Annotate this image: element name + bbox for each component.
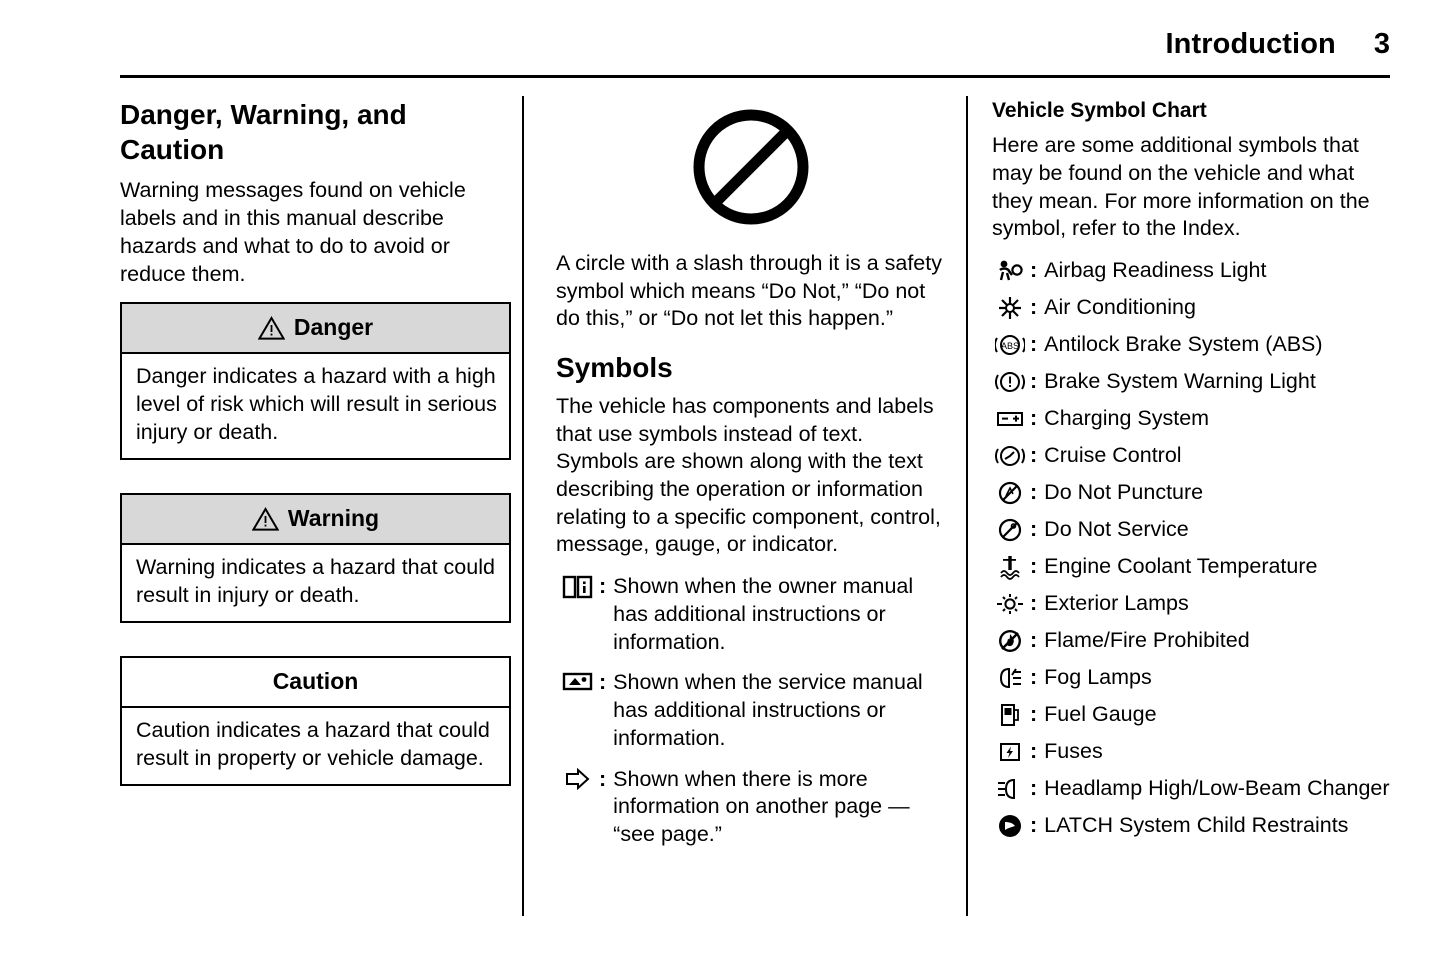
column-one — [120, 98, 515, 819]
page-number: 3 — [1373, 28, 1390, 60]
column-divider-1 — [522, 96, 524, 916]
chart-row — [992, 294, 1392, 322]
air-conditioning-icon — [992, 294, 1028, 322]
chart-separator: : — [1030, 406, 1038, 431]
caution-box-label: Caution — [272, 668, 359, 695]
flame-fire-prohibited-icon — [992, 627, 1028, 655]
column-three — [992, 98, 1392, 849]
circle-slash-description: A circle with a slash through it is a safety symbol which means “Do Not,” “Do not do this,” or “Do not let this happen.” — [556, 251, 942, 331]
cruise-control-icon — [992, 442, 1028, 470]
chart-separator: : — [1030, 702, 1038, 727]
warning-triangle-icon — [258, 316, 285, 340]
chart-row-text: LATCH System Child Restraints — [1044, 813, 1349, 838]
latch-child-restraint-icon — [992, 812, 1028, 840]
symbol-list-item-text: Shown when there is more information on another page — “see page.” — [613, 766, 910, 847]
chart-row — [992, 812, 1392, 840]
symbol-separator: : — [599, 574, 607, 599]
chart-separator: : — [1030, 591, 1038, 616]
fuel-gauge-icon — [992, 701, 1028, 729]
chart-row-text: Charging System — [1044, 406, 1210, 431]
charging-system-icon — [992, 405, 1028, 433]
chart-row — [992, 738, 1392, 766]
symbol-list-item-text: Shown when the owner manual has additional instructions or information. — [613, 574, 914, 654]
warning-triangle-icon — [252, 507, 279, 531]
chart-row-text: Do Not Puncture — [1044, 480, 1204, 505]
engine-coolant-temperature-icon — [992, 553, 1028, 581]
chart-row — [992, 775, 1392, 803]
warning-box-header — [122, 495, 509, 545]
symbol-list-item — [556, 766, 946, 849]
symbol-list-item-text: Shown when the service manual has additional instructions or information. — [613, 670, 923, 750]
headlamp-high-low-beam-icon — [992, 775, 1028, 803]
chart-separator: : — [1030, 776, 1038, 801]
caution-box-body: Caution indicates a hazard that could result in property or vehicle damage. — [136, 718, 490, 770]
chart-row-text: Exterior Lamps — [1044, 591, 1189, 616]
chart-separator: : — [1030, 332, 1038, 357]
circle-slash-icon — [690, 106, 812, 228]
intro-paragraph: Warning messages found on vehicle labels and in this manual describe hazards and what to do to avoid or reduce them. — [120, 178, 466, 286]
chart-row-text: Flame/Fire Prohibited — [1044, 628, 1250, 653]
danger-box-label: Danger — [293, 314, 374, 341]
chart-row-text: Do Not Service — [1044, 517, 1189, 542]
symbol-list-item — [556, 669, 946, 752]
page-title: Introduction — [1165, 28, 1336, 60]
circle-slash-figure — [556, 106, 946, 228]
symbol-list-item — [556, 573, 946, 656]
see-page-arrow-icon — [556, 766, 598, 791]
chart-separator: : — [1030, 480, 1038, 505]
warning-box — [120, 493, 511, 623]
chart-row — [992, 479, 1392, 507]
brake-system-warning-icon — [992, 368, 1028, 396]
fuses-icon — [992, 738, 1028, 766]
symbol-separator: : — [599, 670, 607, 695]
section-heading-symbols: Symbols — [556, 352, 673, 384]
chart-row — [992, 701, 1392, 729]
chart-separator: : — [1030, 554, 1038, 579]
chart-row — [992, 553, 1392, 581]
svg-text:ABS: ABS — [1000, 341, 1020, 352]
chart-row — [992, 516, 1392, 544]
column-two — [556, 98, 946, 862]
chart-separator: : — [1030, 295, 1038, 320]
danger-box — [120, 302, 511, 460]
caution-box-header — [122, 658, 509, 708]
chart-row — [992, 368, 1392, 396]
do-not-puncture-icon — [992, 479, 1028, 507]
chart-row-text: Airbag Readiness Light — [1044, 258, 1267, 283]
danger-box-header — [122, 304, 509, 354]
chart-row — [992, 405, 1392, 433]
danger-box-body: Danger indicates a hazard with a high level of risk which will result in serious injury or death. — [136, 364, 497, 445]
symbol-separator: : — [599, 766, 607, 791]
chart-separator: : — [1030, 517, 1038, 542]
symbols-intro-paragraph: The vehicle has components and labels that use symbols instead of text. Symbols are shown along with the text describing the operation or information relating to a specific component, control, message, gauge, or indicator. — [556, 393, 941, 557]
chart-row — [992, 664, 1392, 692]
chart-row-text: Air Conditioning — [1044, 295, 1196, 320]
chart-row-text: Fuel Gauge — [1044, 702, 1157, 727]
vehicle-symbol-chart-intro: Here are some additional symbols that may be found on the vehicle and what they mean. For more information on the symbol, refer to the Index. — [992, 133, 1370, 241]
section-heading-vehicle-symbol-chart: Vehicle Symbol Chart — [992, 99, 1207, 122]
warning-box-body: Warning indicates a hazard that could result in injury or death. — [136, 555, 495, 608]
chart-row — [992, 590, 1392, 618]
abs-icon — [992, 331, 1028, 359]
chart-separator: : — [1030, 665, 1038, 690]
exterior-lamps-icon — [992, 590, 1028, 618]
chart-row-text: Cruise Control — [1044, 443, 1182, 468]
do-not-service-icon — [992, 516, 1028, 544]
chart-separator: : — [1030, 628, 1038, 653]
owner-manual-book-icon — [556, 573, 598, 600]
chart-row-text: Engine Coolant Temperature — [1044, 554, 1318, 579]
page-header — [120, 28, 1390, 61]
warning-box-label: Warning — [287, 505, 380, 532]
column-divider-2 — [966, 96, 968, 916]
header-divider — [120, 75, 1390, 78]
caution-box — [120, 656, 511, 786]
chart-separator: : — [1030, 813, 1038, 838]
chart-row-text: Brake System Warning Light — [1044, 369, 1316, 394]
chart-row-text: Antilock Brake System (ABS) — [1044, 332, 1323, 357]
chart-row-text: Headlamp High/Low-Beam Changer — [1044, 776, 1390, 801]
chart-row — [992, 627, 1392, 655]
chart-row-text: Fuses — [1044, 739, 1103, 764]
chart-row — [992, 442, 1392, 470]
chart-row — [992, 257, 1392, 285]
chart-separator: : — [1030, 443, 1038, 468]
chart-separator: : — [1030, 369, 1038, 394]
service-manual-icon — [556, 669, 598, 692]
chart-row-text: Fog Lamps — [1044, 665, 1152, 690]
airbag-readiness-icon — [992, 257, 1028, 285]
chart-separator: : — [1030, 739, 1038, 764]
section-heading-danger-warning-caution: Danger, Warning, and Caution — [120, 99, 407, 165]
chart-row — [992, 331, 1392, 359]
chart-separator: : — [1030, 258, 1038, 283]
fog-lamps-icon — [992, 664, 1028, 692]
